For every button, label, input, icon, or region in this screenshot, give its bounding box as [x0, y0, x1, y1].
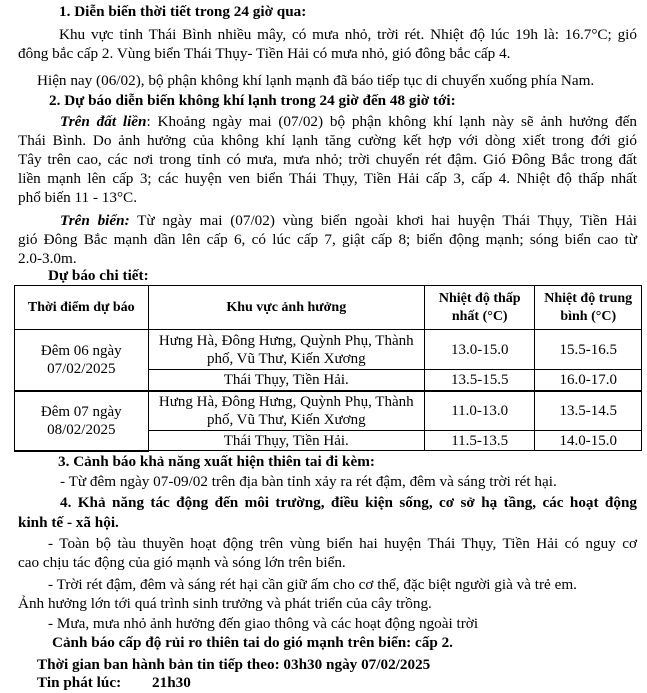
sea-line1 [60, 211, 637, 231]
detail-label: Dự báo chi tiết: [48, 267, 149, 284]
section1-line3: Hiện nay (06/02), bộ phận không khí lạnh mạnh đã báo tiếp tục di chuyển xuống phía Nam. [37, 72, 595, 89]
row1-avg: 15.5-16.5 [535, 330, 642, 370]
land-label: Trên đất liền [60, 113, 147, 130]
row1-area: Hưng Hà, Đông Hưng, Quỳnh Phụ, Thành phố, Vũ Thư, Kiến Xương [148, 330, 424, 370]
section1-line2: đông bắc cấp 2. Vùng biển Thái Thụy- Tiền Hải có mưa nhỏ, gió đông bắc cấp 4. [18, 45, 511, 62]
header-min-temp: Nhiệt độ thấp nhất (°C) [424, 286, 534, 330]
section1-line1: Khu vực tỉnh Thái Bình nhiều mây, có mưa nhỏ, trời rét. Nhiệt độ lúc 19h là: 16.7°C; gió [59, 26, 637, 43]
row4-area: Thái Thụy, Tiền Hải. [148, 431, 424, 451]
land-line4: liền mạnh lên cấp 3; các huyện ven biển Thái Thụy, Tiền Hải cấp 3, cấp 4. Nhiệt độ thấp nhất [18, 170, 637, 187]
row4-avg: 14.0-15.0 [535, 431, 642, 451]
table-row [15, 391, 642, 431]
table-row [15, 330, 642, 370]
risk-level: Cảnh báo cấp độ rủi ro thiên tai do gió mạnh trên biển: cấp 2. [52, 634, 453, 651]
row2-avg: 16.0-17.0 [535, 370, 642, 391]
row4-min: 11.5-13.5 [424, 431, 534, 451]
section4-p2-line1: - Trời rét đậm, đêm và sáng rét hại cần giữ ấm cho cơ thể, đặc biệt người già và trẻ em. [48, 576, 577, 593]
header-avg-temp: Nhiệt độ trung bình (°C) [535, 286, 642, 330]
section1-heading: 1. Diễn biến thời tiết trong 24 giờ qua: [59, 3, 307, 20]
header-time: Thời điểm dự báo [15, 286, 149, 330]
section3-heading: 3. Cảnh báo khả năng xuất hiện thiên tai đi kèm: [58, 453, 375, 470]
land-line2: Thái Bình. Do ảnh hưởng của không khí lạnh tăng cường kết hợp với dòng xiết trong đới gió [18, 132, 637, 149]
land-line1-text: : Khoảng ngày mai (07/02) bộ phận không khí lạnh này sẽ ảnh hưởng đến [146, 113, 637, 130]
row3-avg: 13.5-14.5 [535, 391, 642, 431]
land-line1 [60, 112, 637, 132]
table-header-row [15, 286, 642, 330]
land-line3: Tây trên cao, các nơi trong tỉnh có mưa, mưa nhỏ; trời chuyển rét đậm. Gió Đông Bắc trong đất [18, 151, 637, 168]
section4-heading-line1: 4. Khả năng tác động đến môi trường, điều kiện sống, cơ sở hạ tầng, các hoạt động [60, 494, 637, 511]
header-area: Khu vực ảnh hưởng [148, 286, 424, 330]
issued-label: Tin phát lúc: [37, 674, 122, 691]
row1-time: Đêm 06 ngày 07/02/2025 [15, 330, 149, 392]
next-issue-time: Thời gian ban hành bản tin tiếp theo: 03h30 ngày 07/02/2025 [37, 656, 431, 673]
section4-p1-line1: - Toàn bộ tàu thuyền hoạt động trên vùng biển hai huyện Thái Thụy, Tiền Hải có nguy cơ [48, 535, 637, 552]
sea-line3: 2.0-3.0m. [18, 250, 77, 267]
forecast-table [14, 285, 642, 452]
row1-min: 13.0-15.0 [424, 330, 534, 370]
sea-line2: gió Đông Bắc mạnh dần lên cấp 6, có lúc cấp 7, giật cấp 8; biển động mạnh; sóng biển cao từ [18, 231, 637, 248]
row2-area: Thái Thụy, Tiền Hải. [148, 370, 424, 391]
row3-time: Đêm 07 ngày 08/02/2025 [15, 391, 149, 451]
row3-min: 11.0-13.0 [424, 391, 534, 431]
row3-area: Hưng Hà, Đông Hưng, Quỳnh Phụ, Thành phố, Vũ Thư, Kiến Xương [148, 391, 424, 431]
row2-min: 13.5-15.5 [424, 370, 534, 391]
section4-p2-line2: Ảnh hưởng lớn tới quá trình sinh trưởng và phát triển của cây trồng. [18, 595, 432, 612]
section3-line1: - Từ đêm ngày 07-09/02 trên địa bàn tỉnh xảy ra rét đậm, đêm và sáng trời rét hại. [60, 473, 557, 490]
section4-heading-line2: kinh tế - xã hội. [18, 514, 119, 531]
sea-label: Trên biển: [60, 212, 130, 229]
land-line5: phổ biến 11 - 13°C. [18, 189, 137, 206]
sea-line1-text: Từ ngày mai (07/02) vùng biển ngoài khơi hai huyện Thái Thụy, Tiền Hải [129, 212, 638, 229]
section4-p1-line2: cao chịu tác động của gió mạnh và sóng lớn trên biển. [18, 554, 346, 571]
section2-heading: 2. Dự báo diễn biến không khí lạnh trong 24 giờ đến 48 giờ tới: [49, 92, 456, 109]
issued-time: 21h30 [152, 674, 191, 691]
section4-p3-line1: - Mưa, mưa nhỏ ảnh hưởng đến giao thông và các hoạt động ngoài trời [48, 615, 479, 632]
